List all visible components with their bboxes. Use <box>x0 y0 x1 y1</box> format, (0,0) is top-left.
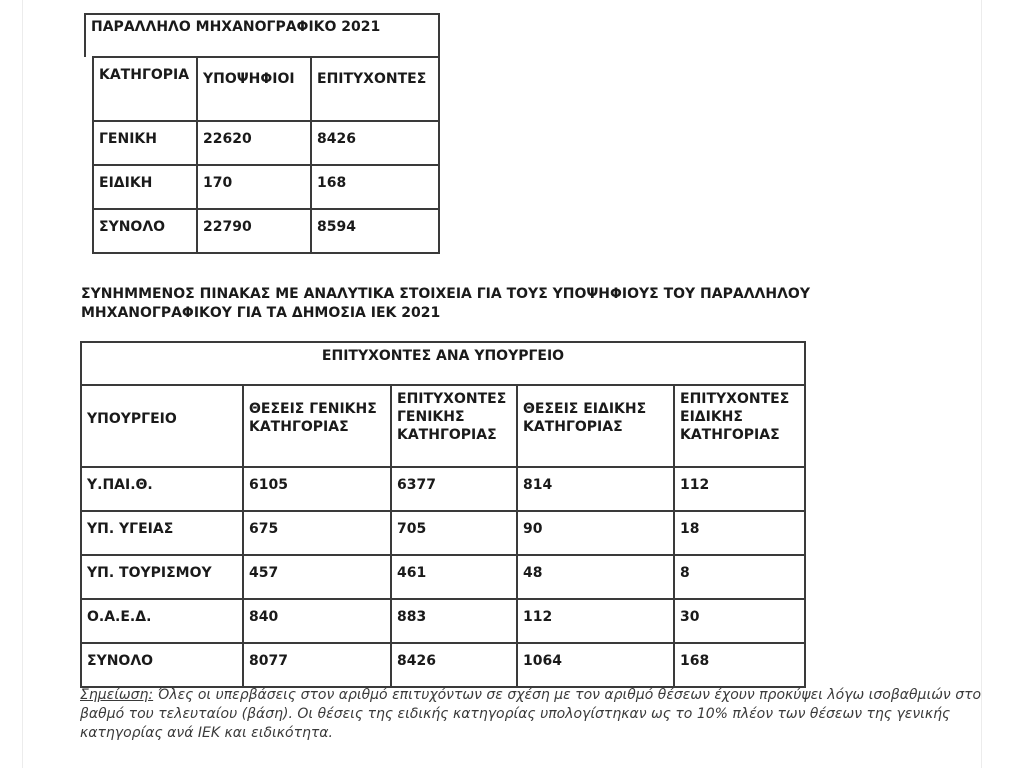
table-row <box>85 209 439 253</box>
page-content <box>22 0 982 768</box>
table-header-row <box>85 57 439 121</box>
table-cell: 168 <box>311 165 439 209</box>
table-cell: 705 <box>391 511 517 555</box>
table-cell: 457 <box>243 555 391 599</box>
table-indent <box>85 121 93 165</box>
table-cell: 6377 <box>391 467 517 511</box>
table-title: ΕΠΙΤΥΧΟΝΤΕΣ ΑΝΑ ΥΠΟΥΡΓΕΙΟ <box>81 342 805 385</box>
footnote-text: Όλες οι υπερβάσεις στον αριθμό επιτυχόντων σε σχέση με τον αριθμό θέσεων έχουν προκύψει λόγω ισοβαθμιών στο βαθμό του τελευταίου (βάση). Οι θέσεις της ειδικής κατηγορίας υπολογίστηκαν ως το 10% πλέον των θέσεων της γενικής κατηγορίας ανά ΙΕΚ και ειδικότητα. <box>80 687 982 741</box>
table-cell: 22790 <box>197 209 311 253</box>
table-cell: 8 <box>674 555 805 599</box>
table-title-row <box>81 342 805 385</box>
table-cell: ΥΠ. ΤΟΥΡΙΣΜΟΥ <box>81 555 243 599</box>
table-cell: ΣΥΝΟΛΟ <box>81 643 243 687</box>
table-cell: 8594 <box>311 209 439 253</box>
table-header-row <box>81 385 805 467</box>
column-header: ΘΕΣΕΙΣ ΓΕΝΙΚΗΣ ΚΑΤΗΓΟΡΙΑΣ <box>243 385 391 467</box>
table-cell: 883 <box>391 599 517 643</box>
table-cell: Ο.Α.Ε.Δ. <box>81 599 243 643</box>
column-header: ΕΠΙΤΥΧΟΝΤΕΣ ΕΙΔΙΚΗΣ ΚΑΤΗΓΟΡΙΑΣ <box>674 385 805 467</box>
table-cell: 48 <box>517 555 674 599</box>
table-row <box>81 599 805 643</box>
table-row <box>81 643 805 687</box>
table-cell: 8426 <box>311 121 439 165</box>
table-cell: ΓΕΝΙΚΗ <box>93 121 197 165</box>
table-cell: ΕΙΔΙΚΗ <box>93 165 197 209</box>
table-cell: 18 <box>674 511 805 555</box>
table-indent <box>85 209 93 253</box>
table-cell: 814 <box>517 467 674 511</box>
footnote-label: Σημείωση: <box>80 687 154 703</box>
table-cell: 675 <box>243 511 391 555</box>
column-header: ΚΑΤΗΓΟΡΙΑ <box>93 57 197 121</box>
table-cell: 168 <box>674 643 805 687</box>
column-header: ΘΕΣΕΙΣ ΕΙΔΙΚΗΣ ΚΑΤΗΓΟΡΙΑΣ <box>517 385 674 467</box>
column-header: ΕΠΙΤΥΧΟΝΤΕΣ <box>311 57 439 121</box>
table-cell: 8426 <box>391 643 517 687</box>
table-title: ΠΑΡΑΛΛΗΛΟ ΜΗΧΑΝΟΓΡΑΦΙΚΟ 2021 <box>85 14 439 57</box>
table-cell: 30 <box>674 599 805 643</box>
candidates-summary-table <box>84 13 440 254</box>
table-cell: 6105 <box>243 467 391 511</box>
table-cell: 22620 <box>197 121 311 165</box>
table-row <box>85 165 439 209</box>
column-header: ΥΠΟΥΡΓΕΙΟ <box>81 385 243 467</box>
column-header: ΕΠΙΤΥΧΟΝΤΕΣ ΓΕΝΙΚΗΣ ΚΑΤΗΓΟΡΙΑΣ <box>391 385 517 467</box>
table-cell: 8077 <box>243 643 391 687</box>
table-cell: 170 <box>197 165 311 209</box>
table-row <box>85 121 439 165</box>
table-row <box>81 511 805 555</box>
table-row <box>81 467 805 511</box>
table-cell: ΥΠ. ΥΓΕΙΑΣ <box>81 511 243 555</box>
table-cell: 461 <box>391 555 517 599</box>
table-indent <box>85 165 93 209</box>
footnote <box>80 686 1000 743</box>
table-cell: 112 <box>517 599 674 643</box>
table-row <box>81 555 805 599</box>
section-heading: ΣΥΝΗΜΜΕΝΟΣ ΠΙΝΑΚΑΣ ΜΕ ΑΝΑΛΥΤΙΚΑ ΣΤΟΙΧΕΙΑ ΓΙΑ ΤΟΥΣ ΥΠΟΨΗΦΙΟΥΣ ΤΟΥ ΠΑΡΑΛΛΗΛΟΥ ΜΗΧΑΝΟΓΡΑΦΙΚΟΥ ΓΙΑ ΤΑ ΔΗΜΟΣΙΑ ΙΕΚ 2021 <box>81 286 810 321</box>
table-cell: ΣΥΝΟΛΟ <box>93 209 197 253</box>
table-cell: Υ.ΠΑΙ.Θ. <box>81 467 243 511</box>
table-title-row <box>85 14 439 57</box>
table-cell: 90 <box>517 511 674 555</box>
column-header: ΥΠΟΨΗΦΙΟΙ <box>197 57 311 121</box>
table-cell: 112 <box>674 467 805 511</box>
table-cell: 840 <box>243 599 391 643</box>
table-indent <box>85 57 93 121</box>
admitted-by-ministry-table <box>80 341 806 688</box>
table-cell: 1064 <box>517 643 674 687</box>
